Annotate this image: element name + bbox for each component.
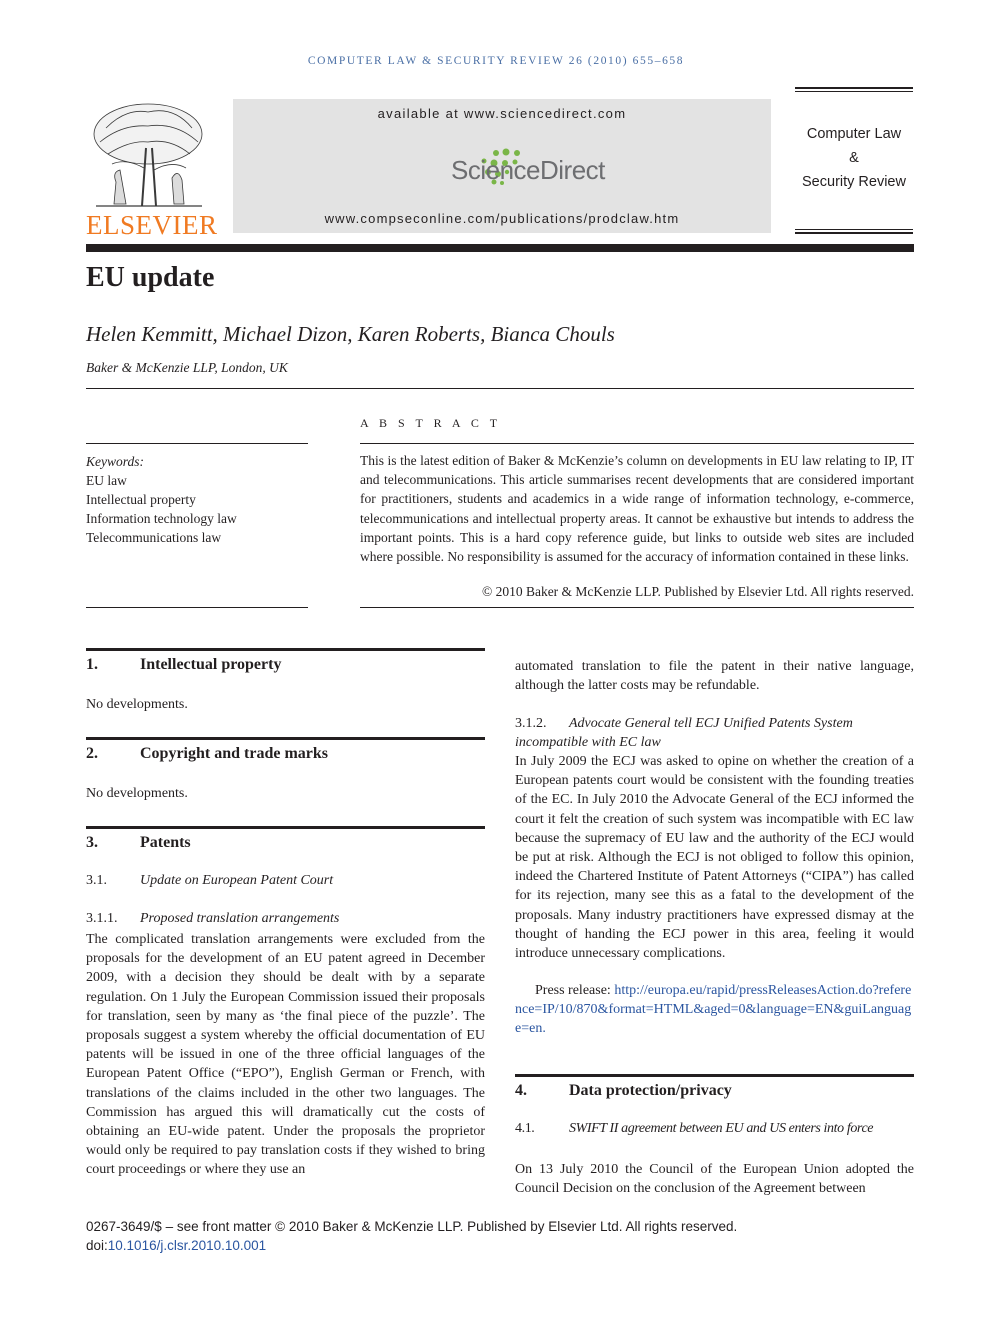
sciencedirect-wordmark: ScienceDirect bbox=[451, 155, 605, 185]
affiliation: Baker & McKenzie LLP, London, UK bbox=[86, 360, 288, 375]
keyword-item: Intellectual property bbox=[86, 492, 196, 507]
footer bbox=[86, 1217, 737, 1255]
article-title: EU update bbox=[86, 262, 215, 293]
section-rule bbox=[86, 737, 485, 740]
footer-doi bbox=[86, 1236, 737, 1255]
abstract-top-rule bbox=[360, 443, 914, 444]
abstract-bottom-rule bbox=[360, 607, 914, 608]
paragraph: No developments. bbox=[86, 786, 188, 801]
subsection-heading bbox=[515, 1121, 873, 1137]
paragraph: In July 2009 the ECJ was asked to opine on whether the creation of a European patents court would be consistent with the founding treaties of the EC. In July 2010 the Advocate General of the ECJ informed the court it felt the creation of such system was incompatible with EC law because the supremacy of EU law and the authority of the ECJ would be put at risk. Although the ECJ is not obliged to follow this opinion, indeed the Chartered Institute of Patent Attorneys (“CIPA”) has called for its rejection, many see this as a fatal to the development of the proposals. Many industry practitioners have expressed dismay at the thought of handing the ECJ power in this area, feeling it would introduce unnecessary complications. bbox=[515, 754, 914, 962]
section-heading bbox=[86, 834, 191, 852]
keywords-heading: Keywords: bbox=[86, 454, 144, 469]
section-heading bbox=[86, 656, 281, 674]
subsubsection-number: 3.1.1. bbox=[86, 911, 118, 926]
sciencedirect-banner bbox=[233, 99, 771, 233]
subsubsection-heading bbox=[86, 911, 339, 927]
paragraph: automated translation to file the patent in their native language, although the latter costs may be refundable. bbox=[515, 659, 914, 694]
journal-box-top-rule bbox=[795, 87, 913, 92]
journal-title-line: & bbox=[849, 150, 859, 166]
journal-box-bottom-rule bbox=[795, 229, 913, 234]
paragraph: The complicated translation arrangements were excluded from the proposals for the development of an EU patent agreed in December 2009, with a decision they should be dealt with by a separate regulation. On 1 July the European Commission issued their proposals for translation, seen by many as ‘the final piece of the puzzle’. The proposals suggest a system whereby the official documentation of EU patents will be issued in one of the three official languages of the European Patent Office (“EPO”), English German or French, with translations of the claims included in the other two languages. The Commission has argued this will dramatically cut the costs of obtaining an EU-wide patent. Under the proposals the proprietor would only be required to pay translation costs if they wished to bring court proceedings or where they use an bbox=[86, 932, 485, 1178]
subsection-number: 4.1. bbox=[515, 1121, 535, 1136]
section-heading bbox=[515, 1082, 732, 1100]
subsubsection-number: 3.1.2. bbox=[515, 716, 547, 731]
subsubsection-title: Proposed translation arrangements bbox=[140, 911, 340, 926]
keyword-item: Information technology law bbox=[86, 511, 237, 526]
press-release-link[interactable]: http://europa.eu/rapid/pressReleasesAction.do?reference=IP/10/870&format=HTML&aged=0&language=EN&guiLanguage=en. bbox=[515, 983, 912, 1037]
journal-title-line: Computer Law bbox=[806, 126, 902, 142]
keyword-item: EU law bbox=[86, 473, 127, 488]
subsubsection-heading bbox=[515, 714, 853, 752]
subsection-heading bbox=[86, 873, 333, 889]
keywords-block bbox=[86, 452, 237, 547]
subsection-title: SWIFT II agreement between EU and US enters into force bbox=[569, 1121, 874, 1136]
keywords-bottom-rule bbox=[86, 607, 308, 608]
paragraph: On 13 July 2010 the Council of the European Union adopted the Council Decision on the conclusion of the Agreement between bbox=[515, 1162, 914, 1197]
section-title: Patents bbox=[140, 834, 191, 851]
available-at-text: available at www.sciencedirect.com bbox=[377, 106, 627, 121]
press-release-paragraph bbox=[515, 981, 914, 1039]
section-number: 3. bbox=[86, 834, 98, 851]
section-rule bbox=[86, 826, 485, 829]
section-number: 4. bbox=[515, 1082, 527, 1099]
subsection-number: 3.1. bbox=[86, 873, 107, 888]
journal-url[interactable]: www.compseconline.com/publications/prodclaw.htm bbox=[324, 211, 680, 226]
author-list: Helen Kemmitt, Michael Dizon, Karen Roberts, Bianca Chouls bbox=[86, 322, 615, 346]
journal-title-box bbox=[780, 122, 928, 194]
abstract-copyright: © 2010 Baker & McKenzie LLP. Published by Elsevier Ltd. All rights reserved. bbox=[481, 584, 914, 599]
journal-reference: COMPUTER LAW & SECURITY REVIEW 26 (2010) 655–658 bbox=[307, 55, 685, 67]
footer-copyright: 0267-3649/$ – see front matter © 2010 Baker & McKenzie LLP. Published by Elsevier Ltd. All rights reserved. bbox=[86, 1219, 738, 1234]
doi-prefix: doi: bbox=[86, 1238, 108, 1253]
keywords-top-rule bbox=[86, 443, 308, 444]
section-title: Data protection/privacy bbox=[569, 1082, 732, 1099]
doi-link[interactable]: 10.1016/j.clsr.2010.10.001 bbox=[107, 1238, 267, 1253]
section-number: 1. bbox=[86, 656, 98, 673]
subsubsection-title: Advocate General tell ECJ Unified Patents System bbox=[569, 716, 853, 731]
section-rule bbox=[86, 648, 485, 651]
subsection-title: Update on European Patent Court bbox=[140, 873, 334, 888]
section-heading bbox=[86, 745, 328, 763]
section-rule bbox=[515, 1074, 914, 1077]
abstract-heading: A B S T R A C T bbox=[360, 416, 502, 430]
paragraph: No developments. bbox=[86, 697, 188, 712]
header-divider bbox=[86, 244, 914, 252]
abstract-text: This is the latest edition of Baker & McKenzie’s column on developments in EU law relating to IP, IT and telecommunications. This article summarises recent developments that are considered important for practitioners, students and academics in a wide range of information technology, e-commerce, telecommunications and intellectual property areas. It cannot be exhaustive but intends to address the important points. This is a hard copy reference guide, but links to outside web sites are included where possible. No responsibility is assumed for the accuracy of information contained in these links. bbox=[360, 453, 914, 565]
title-divider bbox=[86, 388, 914, 389]
press-release-label: Press release: bbox=[535, 983, 611, 998]
section-title: Intellectual property bbox=[140, 656, 282, 673]
subsubsection-title: incompatible with EC law bbox=[515, 735, 661, 751]
section-number: 2. bbox=[86, 745, 98, 762]
keyword-item: Telecommunications law bbox=[86, 530, 222, 545]
journal-title-line: Security Review bbox=[802, 174, 906, 190]
section-title: Copyright and trade marks bbox=[140, 745, 329, 762]
elsevier-logo-text: ELSEVIER bbox=[86, 210, 218, 240]
